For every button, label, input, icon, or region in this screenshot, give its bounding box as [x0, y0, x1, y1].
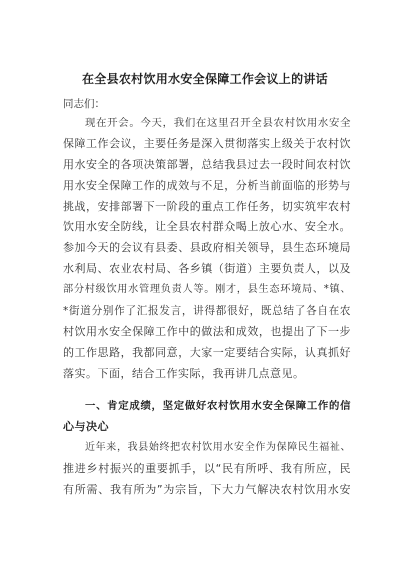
paragraph-line: 现在开会。今天，我们在这里召开全县农村饮用水安全 [85, 117, 351, 129]
greeting: 同志们： [63, 98, 105, 110]
paragraph-line: 参加今天的会议有县委、县政府相关领导，县生态环境局 [63, 241, 351, 255]
heading-line: 心与决心 [63, 419, 109, 433]
paragraph-line: 的工作思路，我都同意，大家一定要结合实际，认真抓好 [63, 345, 351, 359]
paragraph-line: 挑战，安排部署下一阶段的重点工作任务，切实筑牢农村 [63, 199, 351, 213]
document-title: 在全县农村饮用水安全保障工作会议上的讲话 [81, 72, 328, 86]
paragraph-section-1 [63, 438, 351, 501]
paragraph-line: 有所需、我有所为”为宗旨，下大力气解决农村饮用水安 [63, 482, 351, 496]
paragraph-line: 推进乡村振兴的重要抓手，以“民有所呼、我有所应，民 [63, 461, 351, 475]
paragraph-line: 水利局、农业农村局、各乡镇（街道）主要负责人，以及 [63, 262, 351, 276]
paragraph-line: 保障工作会议，主要任务是深入贯彻落实上级关于农村饮 [63, 136, 351, 150]
paragraph-line: 部分村级饮用水管理负责人等。刚才，县生态环境局、*镇、 [63, 284, 351, 296]
heading-line: 一、肯定成绩，坚定做好农村饮用水安全保障工作的信 [85, 400, 351, 412]
paragraph-line: 村饮用水安全保障工作中的做法和成效，也提出了下一步 [63, 324, 351, 338]
paragraph-line: 用水安全的各项决策部署，总结我县过去一段时间农村饮 [63, 157, 351, 171]
paragraph-line: 近年来，我县始终把农村饮用水安全作为保障民生福祉、 [85, 442, 351, 453]
paragraph-line: *街道分别作了汇报发言，讲得都很好，既总结了各自在农 [63, 305, 351, 318]
section-heading-1 [63, 396, 351, 438]
paragraph-line: 饮用水安全防线，让全县农村群众喝上放心水、安全水。 [63, 220, 351, 234]
paragraph-line: 用水安全保障工作的成效与不足，分析当前面临的形势与 [63, 178, 351, 192]
paragraph-line: 落实。下面，结合工作实际，我再讲几点意见。 [63, 366, 305, 380]
paragraph-opening [63, 113, 351, 385]
